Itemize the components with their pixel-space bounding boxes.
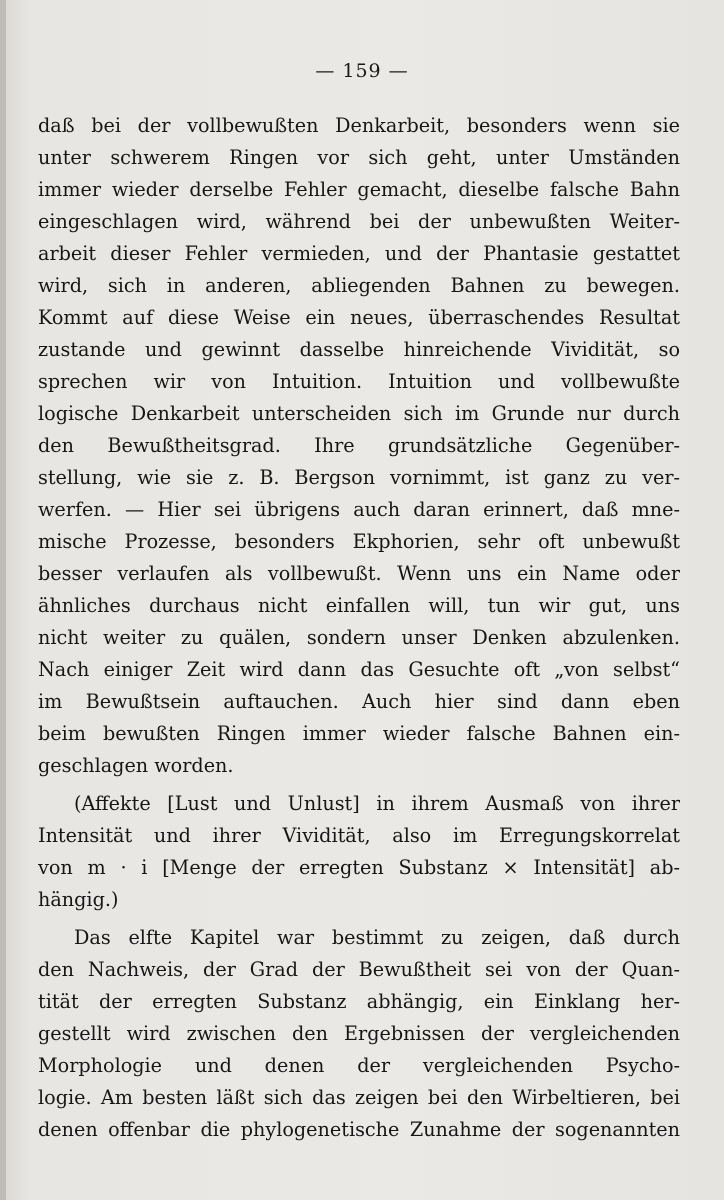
text-line: ähnliches durchaus nicht einfallen will, tun wir gut, uns <box>38 594 680 617</box>
text-line: immer wieder derselbe Fehler gemacht, dieselbe falsche Bahn <box>38 178 680 201</box>
text-line: daß bei der vollbewußten Denkarbeit, besonders wenn sie <box>38 114 680 137</box>
text-line: Nach einiger Zeit wird dann das Gesuchte oft „von selbst“ <box>38 658 680 681</box>
text-line: (Affekte [Lust und Unlust] in ihrem Ausmaß von ihrer <box>74 792 680 815</box>
text-line: gestellt wird zwischen den Ergebnissen der vergleichenden <box>38 1022 680 1045</box>
text-line: von m · i [Menge der erregten Substanz × Intensität] ab- <box>38 856 680 879</box>
text-line: logie. Am besten läßt sich das zeigen bei den Wirbeltieren, bei <box>38 1086 680 1109</box>
text-line: mische Prozesse, besonders Ekphorien, sehr oft unbewußt <box>38 530 680 553</box>
text-line: eingeschlagen wird, während bei der unbewußten Weiter- <box>38 210 680 233</box>
text-line: stellung, wie sie z. B. Bergson vornimmt, ist ganz zu ver- <box>38 466 680 489</box>
text-line: Das elfte Kapitel war bestimmt zu zeigen, daß durch <box>74 926 680 949</box>
text-line: nicht weiter zu quälen, sondern unser Denken abzulenken. <box>38 626 680 649</box>
text-line: geschlagen worden. <box>38 754 234 777</box>
text-line: sprechen wir von Intuition. Intuition und vollbewußte <box>38 370 680 393</box>
text-line: beim bewußten Ringen immer wieder falsche Bahnen ein- <box>38 722 680 745</box>
text-line: den Bewußtheitsgrad. Ihre grundsätzliche Gegenüber- <box>38 434 680 457</box>
text-line: besser verlaufen als vollbewußt. Wenn uns ein Name oder <box>38 562 680 585</box>
text-line: logische Denkarbeit unterscheiden sich im Grunde nur durch <box>38 402 680 425</box>
text-line: denen offenbar die phylogenetische Zunahme der sogenannten <box>38 1118 680 1141</box>
text-line: den Nachweis, der Grad der Bewußtheit sei von der Quan- <box>38 958 680 981</box>
text-line: unter schwerem Ringen vor sich geht, unter Umständen <box>38 146 680 169</box>
text-line: tität der erregten Substanz abhängig, ein Einklang her- <box>38 990 680 1013</box>
text-line: im Bewußtsein auftauchen. Auch hier sind dann eben <box>38 690 680 713</box>
page-spine-shadow <box>0 0 6 1200</box>
text-line: Kommt auf diese Weise ein neues, überraschendes Resultat <box>38 306 680 329</box>
text-line: Intensität und ihrer Vividität, also im Erregungskorrelat <box>38 824 680 847</box>
text-line: wird, sich in anderen, abliegenden Bahnen zu bewegen. <box>38 274 680 297</box>
text-line: werfen. — Hier sei übrigens auch daran erinnert, daß mne- <box>38 498 680 521</box>
page-number: — 159 — <box>315 60 409 82</box>
text-line: hängig.) <box>38 888 119 911</box>
text-line: zustande und gewinnt dasselbe hinreichende Vividität, so <box>38 338 680 361</box>
body-text <box>38 110 680 1146</box>
text-line: arbeit dieser Fehler vermieden, und der Phantasie gestattet <box>38 242 680 265</box>
text-line: Morphologie und denen der vergleichenden Psycho- <box>38 1054 680 1077</box>
